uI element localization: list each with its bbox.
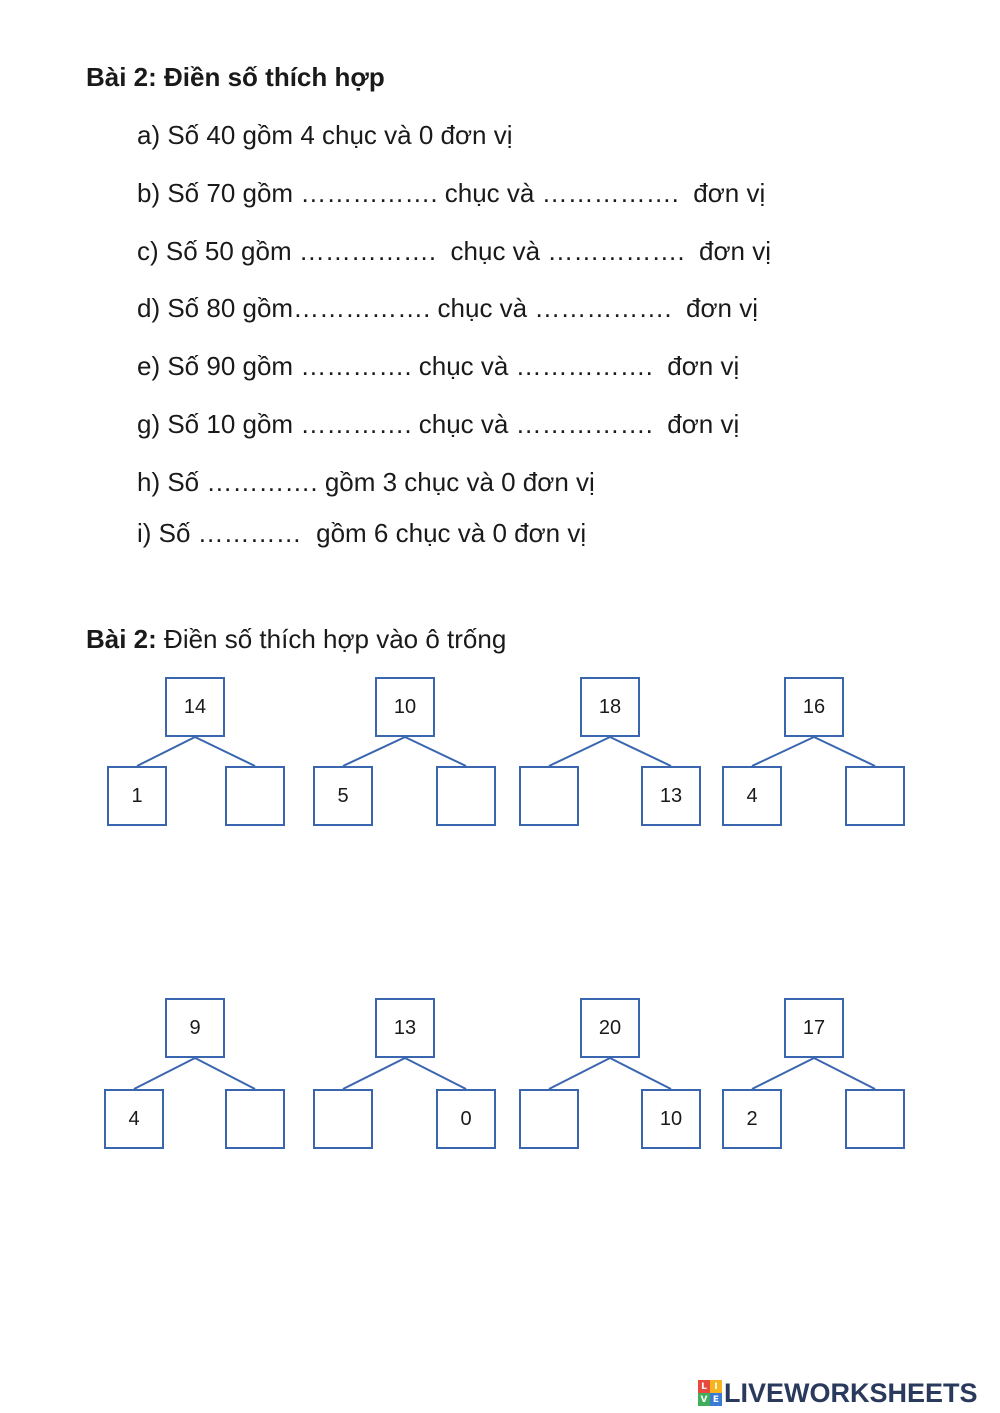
tree-4-left-box (722, 766, 782, 826)
tree-branch-line (549, 737, 610, 766)
tree-7-top-box-value: 20 (598, 1016, 622, 1039)
tree-7-top-box (580, 998, 640, 1058)
tree-3-left-box[interactable] (519, 766, 579, 826)
tree-8-top-box (784, 998, 844, 1058)
tree-1-left-box-value: 1 (131, 784, 143, 807)
tree-6-right-box (436, 1089, 496, 1149)
tree-5-top-box (165, 998, 225, 1058)
tree-5-left-box-value: 4 (128, 1107, 140, 1130)
tree-2-right-box-input[interactable] (441, 776, 491, 816)
tree-4-right-box[interactable] (845, 766, 905, 826)
exercise-1-title: Bài 2: Điền số thích hợp (86, 62, 385, 92)
tree-4-top-box-value: 16 (802, 695, 826, 718)
tree-3-right-box (641, 766, 701, 826)
exercise-1-line-h: h) Số …………. gồm 3 chục và 0 đơn vị (137, 467, 595, 497)
tree-1-right-box-input[interactable] (230, 776, 280, 816)
tree-branch-line (752, 1058, 814, 1089)
tree-branch-line (195, 1058, 255, 1089)
exercise-1-line-a: a) Số 40 gồm 4 chục và 0 đơn vị (137, 120, 513, 150)
logo-mark-cell: I (710, 1380, 722, 1393)
tree-6-left-box-input[interactable] (318, 1099, 368, 1139)
tree-2-top-box-value: 10 (393, 695, 417, 718)
exercise-1-line-g: g) Số 10 gồm …………. chục và ……………. đơn vị (137, 409, 740, 439)
tree-branch-line (134, 1058, 195, 1089)
tree-branch-line (343, 737, 405, 766)
tree-3-top-box (580, 677, 640, 737)
tree-2-left-box (313, 766, 373, 826)
tree-7-right-box-value: 10 (659, 1107, 683, 1130)
tree-7-left-box-input[interactable] (524, 1099, 574, 1139)
tree-branch-line (814, 1058, 875, 1089)
tree-2-left-box-value: 5 (337, 784, 349, 807)
exercise-2-title-text: Điền số thích hợp vào ô trống (156, 624, 507, 654)
tree-1-left-box (107, 766, 167, 826)
logo-mark-cell: L (698, 1380, 710, 1393)
tree-5-right-box[interactable] (225, 1089, 285, 1149)
exercise-1-line-c: c) Số 50 gồm ……………. chục và ……………. đơn vị (137, 236, 771, 266)
tree-4-right-box-input[interactable] (850, 776, 900, 816)
tree-5-left-box (104, 1089, 164, 1149)
tree-8-left-box-value: 2 (746, 1107, 758, 1130)
liveworksheets-logo (698, 1378, 978, 1408)
tree-6-top-box-value: 13 (393, 1016, 417, 1039)
tree-7-right-box (641, 1089, 701, 1149)
logo-mark-cell: E (710, 1393, 722, 1406)
exercise-1-line-i: i) Số ………… gồm 6 chục và 0 đơn vị (137, 518, 587, 548)
tree-3-right-box-value: 13 (659, 784, 683, 807)
tree-6-left-box[interactable] (313, 1089, 373, 1149)
tree-3-left-box-input[interactable] (524, 776, 574, 816)
logo-mark-icon (698, 1380, 722, 1406)
tree-5-top-box-value: 9 (189, 1016, 201, 1039)
tree-branch-line (405, 1058, 466, 1089)
tree-6-top-box (375, 998, 435, 1058)
tree-branch-line (343, 1058, 405, 1089)
tree-3-top-box-value: 18 (598, 695, 622, 718)
tree-branch-line (137, 737, 195, 766)
tree-branch-line (610, 737, 671, 766)
tree-2-right-box[interactable] (436, 766, 496, 826)
tree-branch-line (195, 737, 255, 766)
tree-8-right-box[interactable] (845, 1089, 905, 1149)
tree-4-top-box (784, 677, 844, 737)
logo-mark-cell: V (698, 1393, 710, 1406)
tree-2-top-box (375, 677, 435, 737)
tree-branch-line (752, 737, 814, 766)
tree-8-right-box-input[interactable] (850, 1099, 900, 1139)
exercise-1-line-d: d) Số 80 gồm……………. chục và ……………. đơn vị (137, 293, 759, 323)
tree-1-top-box-value: 14 (183, 695, 207, 718)
tree-5-right-box-input[interactable] (230, 1099, 280, 1139)
exercise-1-line-b: b) Số 70 gồm ……………. chục và ……………. đơn vị (137, 178, 766, 208)
tree-8-left-box (722, 1089, 782, 1149)
tree-6-right-box-value: 0 (460, 1107, 472, 1130)
tree-1-top-box (165, 677, 225, 737)
tree-branch-line (814, 737, 875, 766)
exercise-2-title-label: Bài 2: (86, 624, 157, 654)
exercise-2-title (86, 624, 506, 654)
tree-7-left-box[interactable] (519, 1089, 579, 1149)
tree-4-left-box-value: 4 (746, 784, 758, 807)
tree-8-top-box-value: 17 (802, 1016, 826, 1039)
logo-text: LIVEWORKSHEETS (724, 1377, 978, 1408)
tree-branch-line (549, 1058, 610, 1089)
tree-1-right-box[interactable] (225, 766, 285, 826)
exercise-1-line-e: e) Số 90 gồm …………. chục và ……………. đơn vị (137, 351, 740, 381)
tree-branch-line (610, 1058, 671, 1089)
tree-branch-line (405, 737, 466, 766)
